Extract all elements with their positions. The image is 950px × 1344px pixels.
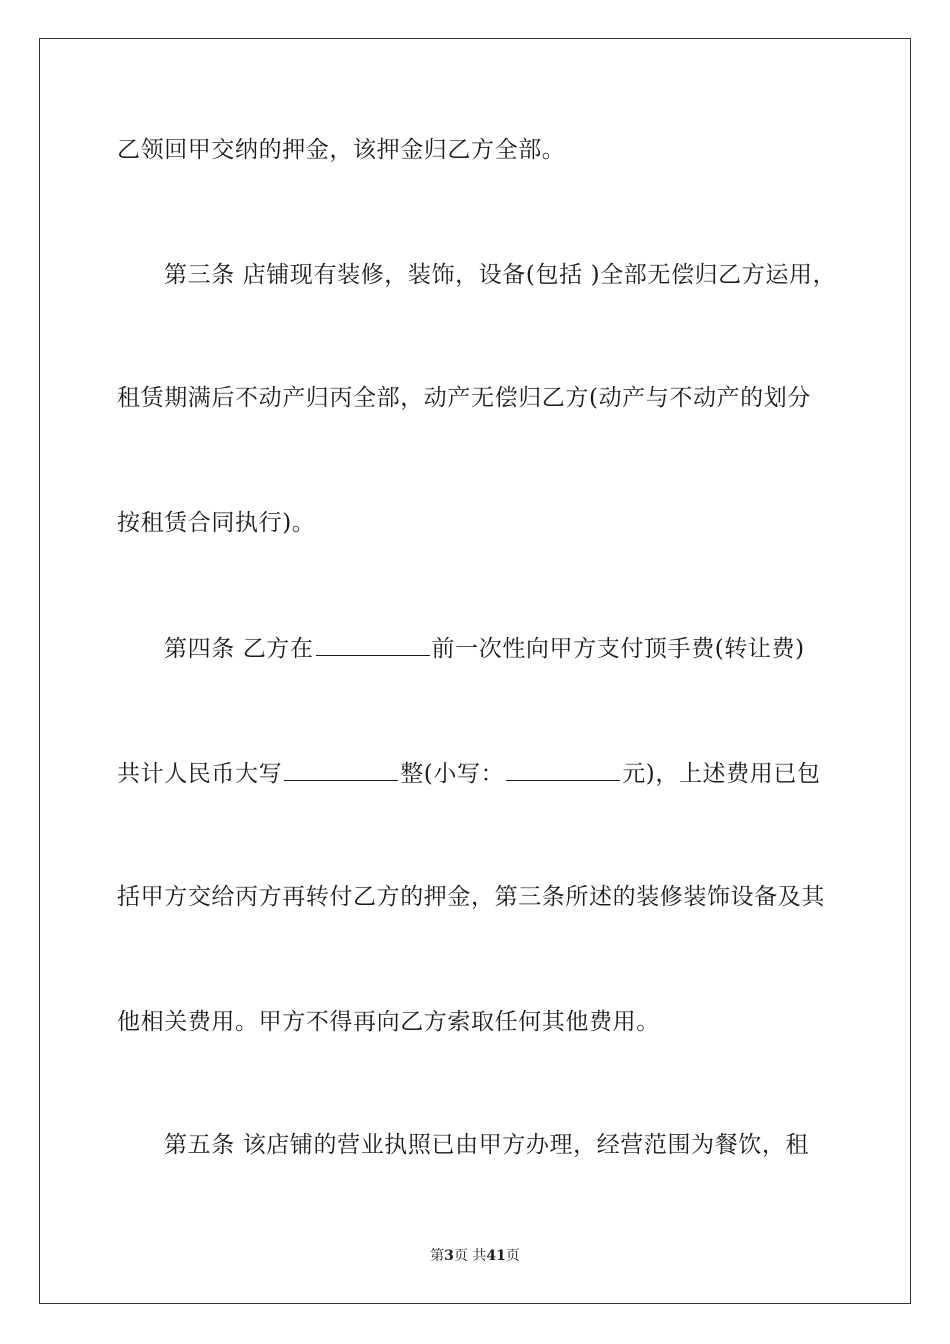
clause-4-text-d: 整(小写：	[400, 761, 505, 787]
clause-4-line-2	[117, 758, 821, 789]
footer-suffix: 页	[505, 1248, 520, 1264]
footer-prefix: 第	[430, 1248, 445, 1264]
footer-mid: 页 共	[453, 1248, 487, 1264]
clause-3-line-2: 租赁期满后不动产归丙全部，动产无偿归乙方(动产与不动产的划分	[117, 385, 811, 411]
clause-3-line-3: 按租赁合同执行)。	[117, 510, 316, 536]
clause-4-text-c: 共计人民币大写	[117, 761, 283, 787]
text-line-1: 乙领回甲交纳的押金，该押金归乙方全部。	[117, 137, 566, 163]
clause-4-line-1	[164, 633, 805, 664]
clause-3-line-1: 第三条 店铺现有装修，装饰，设备(包括 )全部无偿归乙方运用，	[164, 262, 837, 288]
page-footer	[0, 1246, 950, 1266]
clause-4-line-3: 括甲方交给丙方再转付乙方的押金，第三条所述的装修装饰设备及其	[117, 884, 825, 910]
clause-4-text-b: 前一次性向甲方支付顶手费(转让费)	[431, 636, 805, 662]
footer-total-pages: 41	[486, 1248, 506, 1264]
date-blank	[316, 633, 430, 656]
footer-current-page: 3	[444, 1248, 454, 1264]
amount-lowercase-blank	[506, 758, 620, 781]
clause-4-line-4: 他相关费用。甲方不得再向乙方索取任何其他费用。	[117, 1009, 660, 1035]
page-border	[39, 38, 911, 1304]
amount-uppercase-blank	[284, 758, 398, 781]
clause-4-text-a: 第四条 乙方在	[164, 636, 314, 662]
clause-5-line-1: 第五条 该店铺的营业执照已由甲方办理，经营范围为餐饮，租	[164, 1132, 810, 1158]
clause-4-text-e: 元)，上述费用已包	[622, 761, 821, 787]
